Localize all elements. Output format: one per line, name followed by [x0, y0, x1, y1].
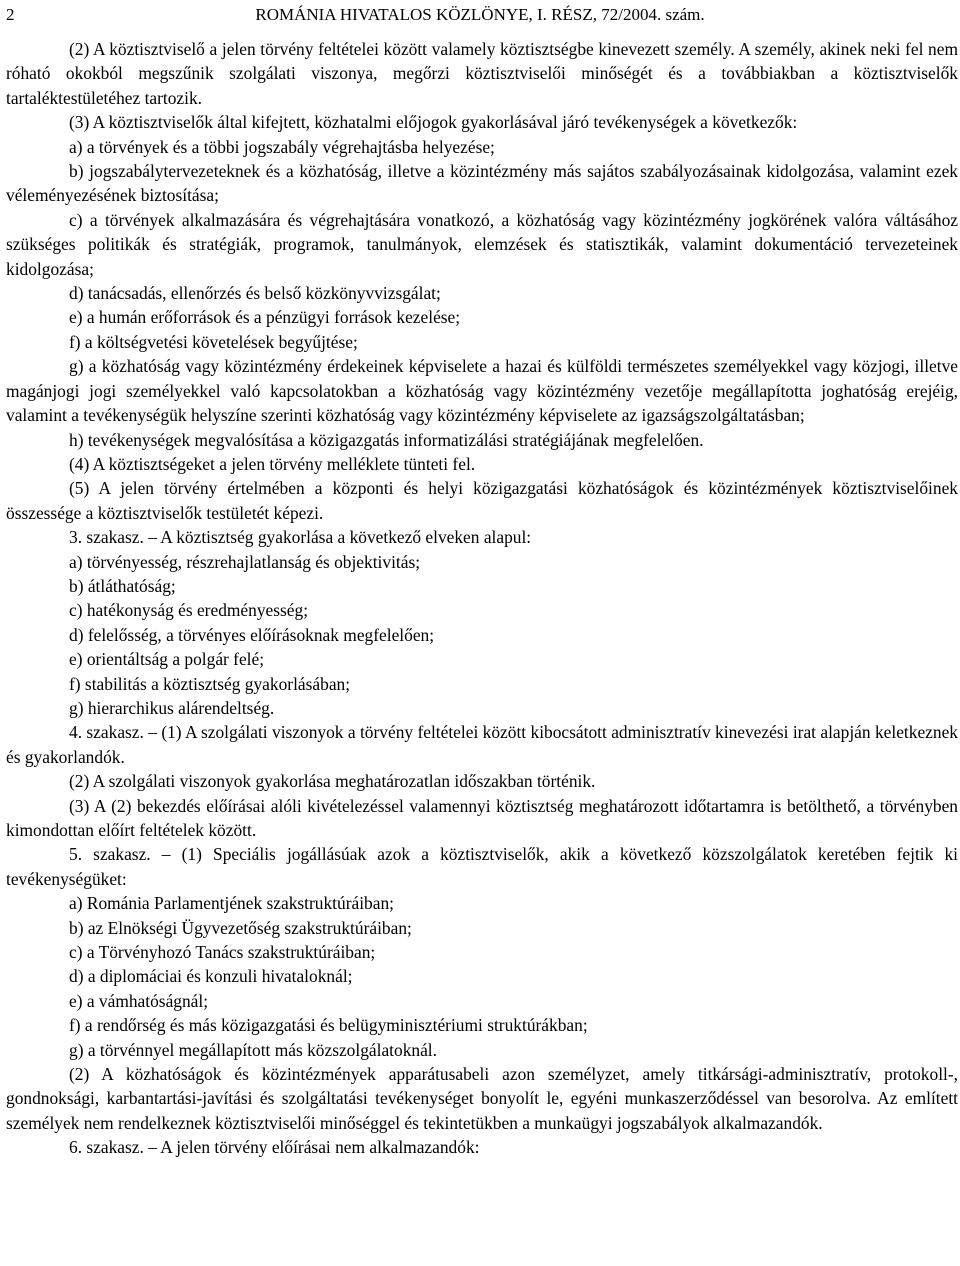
- list-item: a) Románia Parlamentjének szakstruktúráiban;: [69, 893, 394, 914]
- list-item: f) stabilitás a köztisztség gyakorlásában;: [69, 673, 351, 694]
- list-item: c) a Törvényhozó Tanács szakstruktúráiban;: [69, 942, 376, 963]
- list-item: f) a költségvetési követelések begyűjtése;: [69, 331, 358, 352]
- list-item: c) hatékonyság és eredményesség;: [69, 600, 309, 621]
- paragraph: (3) A köztisztviselők által kifejtett, közhatalmi előjogok gyakorlásával járó tevékenységek a következők:: [69, 112, 798, 133]
- list-item: h) tevékenységek megvalósítása a közigazgatás informatizálási stratégiájának megfelelően.: [69, 429, 704, 450]
- section-heading-paragraph: 6. szakasz. – A jelen törvény előírásai nem alkalmazandók:: [69, 1137, 480, 1158]
- list-item: c) a törvények alkalmazására és végrehajtására vonatkozó, a közhatóság vagy közintézmény jogkörének valóra váltásához szükséges politikák és stratégiák, programok, tanulmányok, elemzések és statisztikák, valamint dokumentáció tervezeteinek kidolgozása;: [6, 209, 958, 279]
- list-item: a) törvényesség, részrehajlatlanság és objektivitás;: [69, 551, 421, 572]
- list-item: f) a rendőrség és más közigazgatási és belügyminisztériumi struktúrákban;: [69, 1015, 588, 1036]
- section-heading-paragraph: 4. szakasz. – (1) A szolgálati viszonyok a törvény feltételei között kibocsátott adminisztratív kinevezési irat alapján keletkeznek és gyakorlandók.: [6, 722, 958, 767]
- list-item: d) felelősség, a törvényes előírásoknak megfelelően;: [69, 624, 435, 645]
- list-item: e) orientáltság a polgár felé;: [69, 649, 265, 670]
- page-number: 2: [6, 5, 15, 24]
- document-body: [6, 37, 958, 1160]
- list-item: d) a diplomáciai és konzuli hivataloknál;: [69, 966, 353, 987]
- list-item: b) jogszabálytervezeteknek és a közhatóság, illetve a közintézmény más sajátos szabályozásainak kidolgozása, valamint ezek véleményezésének biztosítása;: [6, 161, 958, 206]
- list-item: g) a közhatóság vagy közintézmény érdekeinek képviselete a hazai és külföldi természetes személyekkel vagy közjogi, illetve magánjogi jogi személyekkel való kapcsolatokban a közhatóság vagy közintézmény vezetője megállapította joghatóság erejéig, valamint a tevékenységük helyszíne szerinti közhatóság vagy közintézmény képviselete az igazságszolgáltatásban;: [6, 356, 958, 426]
- paragraph: (2) A szolgálati viszonyok gyakorlása meghatározatlan időszakban történik.: [69, 771, 596, 792]
- page-header: [6, 4, 954, 28]
- paragraph: (2) A közhatóságok és közintézmények apparátusabeli azon személyzet, amely titkársági-adminisztratív, protokoll-, gondnoksági, karbantartási-javítási és szolgáltatási tevékenységet bonyolít le, egyéni munkaszerződéssel van besorolva. Az említett személyek nem rendelkeznek köztisztviselői minőséggel és tekintetükben a munkaügyi jogszabályok alkalmazandók.: [6, 1064, 958, 1133]
- gazette-title: ROMÁNIA HIVATALOS KÖZLÖNYE, I. RÉSZ, 72/2004. szám.: [255, 5, 705, 24]
- paragraph: (5) A jelen törvény értelmében a központi és helyi közigazgatási közhatóságok és közintézmények köztisztviselőinek összessége a köztisztviselők testületét képezi.: [6, 478, 958, 523]
- paragraph: (2) A köztisztviselő a jelen törvény feltételei között valamely köztisztségbe kinevezett személy. A személy, akinek neki fel nem róható okokból megszűnik szolgálati viszonya, megőrzi köztisztviselői minőségét és a továbbiakban a köztisztviselők tartaléktestületéhez tartozik.: [6, 39, 958, 108]
- paragraph: (4) A köztisztségeket a jelen törvény melléklete tünteti fel.: [69, 453, 476, 474]
- list-item: e) a vámhatóságnál;: [69, 990, 209, 1011]
- list-item: b) átláthatóság;: [69, 575, 176, 596]
- paragraph: (3) A (2) bekezdés előírásai alóli kivételezéssel valamennyi köztisztség meghatározott időtartamra is betölthető, a törvényben kimondottan előírt feltételek között.: [6, 795, 958, 840]
- list-item: d) tanácsadás, ellenőrzés és belső közkönyvvizsgálat;: [69, 283, 441, 304]
- list-item: g) hierarchikus alárendeltség.: [69, 697, 275, 718]
- section-heading-paragraph: 5. szakasz. – (1) Speciális jogállásúak azok a köztisztviselők, akik a következő közszolgálatok keretében fejtik ki tevékenységüket:: [6, 844, 958, 889]
- list-item: g) a törvénnyel megállapított más közszolgálatoknál.: [69, 1039, 437, 1060]
- list-item: e) a humán erőforrások és a pénzügyi források kezelése;: [69, 307, 461, 328]
- section-heading-paragraph: 3. szakasz. – A köztisztség gyakorlása a következő elveken alapul:: [69, 527, 532, 548]
- list-item: b) az Elnökségi Ügyvezetőség szakstruktúráiban;: [69, 917, 412, 938]
- list-item: a) a törvények és a többi jogszabály végrehajtásba helyezése;: [69, 136, 495, 157]
